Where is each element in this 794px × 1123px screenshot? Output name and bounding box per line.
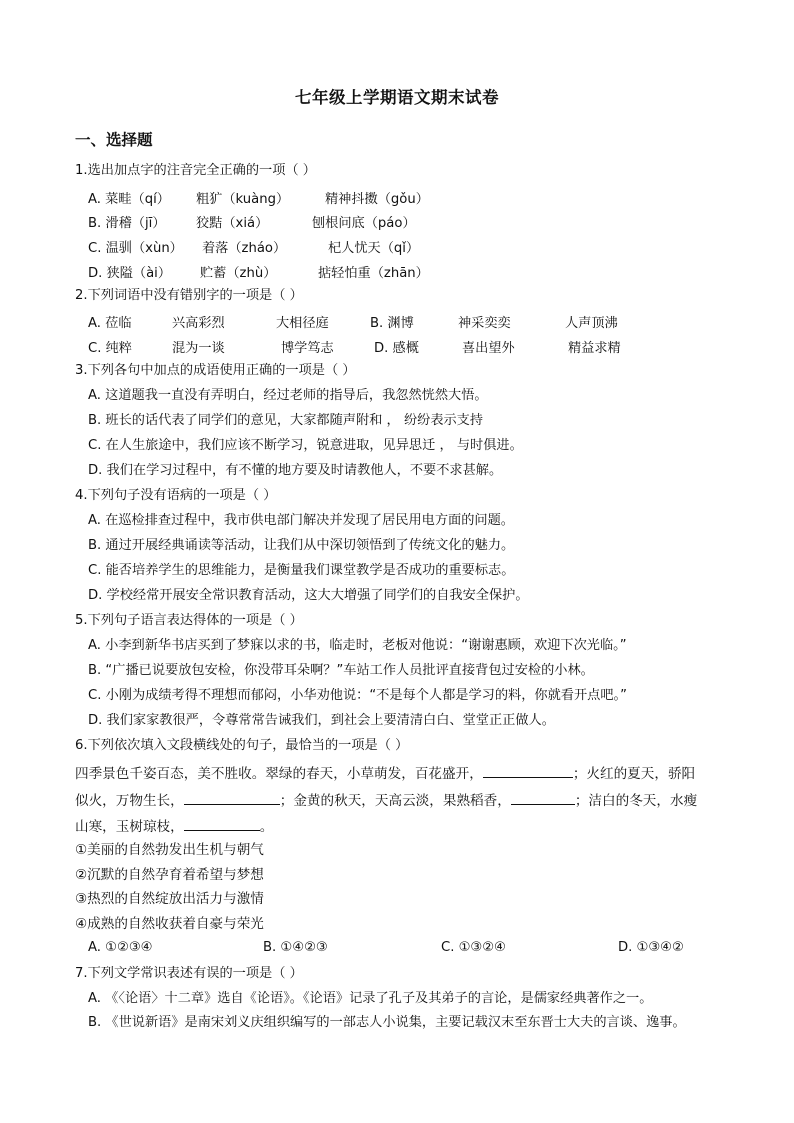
q6-item-3: ③热烈的自然绽放出活力与激情	[75, 891, 264, 907]
q2-cell-7: C. 纯粹	[88, 341, 132, 356]
question-5-stem: 5.下列句子语言表达得体的一项是（ ）	[75, 613, 303, 628]
fill-blank	[184, 790, 280, 805]
q1-option-a-2: 粗犷（kuàng）	[196, 192, 290, 207]
fill-blank	[184, 816, 260, 831]
q4-option-a: A. 在巡检排查过程中，我市供电部门解决并发现了居民用电方面的问题。	[88, 513, 514, 528]
q4-option-d: D. 学校经常开展安全常识教育活动，这大大增强了同学们的自我安全保护。	[88, 588, 529, 603]
q1-option-a-3: 精神抖擞（gǒu）	[325, 192, 429, 207]
q1-option-b-1: B. 滑稽（jī）	[88, 216, 166, 231]
q7-option-a: A. 《〈论语〉十二章》选自《论语》。《论语》记录了孔子及其弟子的言论，是儒家经典著作之一。	[88, 991, 653, 1006]
q6-option-a: A. ①②③④	[88, 940, 153, 955]
q5-option-b: B. “广播已说要放包安检，你没带耳朵啊？”车站工作人员批评直接背包过安检的小林。	[88, 663, 594, 678]
q2-cell-1: A. 莅临	[88, 316, 132, 331]
q2-cell-2: 兴高彩烈	[172, 316, 225, 331]
q6-passage-text: 似火，万物生长，	[75, 793, 184, 809]
q4-option-b: B. 通过开展经典诵读等活动，让我们从中深切领悟到了传统文化的魅力。	[88, 538, 515, 553]
q1-option-a-1: A. 菜畦（qí）	[88, 192, 170, 207]
section-heading: 一、选择题	[75, 131, 153, 149]
q2-cell-3: 大相径庭	[276, 316, 329, 331]
q6-option-c: C. ①③②④	[441, 940, 506, 955]
fill-blank	[511, 790, 575, 805]
q1-option-b-2: 狡黠（xiá）	[196, 216, 269, 231]
q1-option-d-1: D. 狭隘（ài）	[88, 266, 172, 281]
q7-option-b: B. 《世说新语》是南宋刘义庆组织编写的一部志人小说集，主要记载汉末至东晋士大夫的言谈、逸事。	[88, 1015, 686, 1030]
q6-passage-text: ；金黄的秋天，天高云淡，果熟稻香，	[279, 793, 511, 809]
q3-option-b: B. 班长的话代表了同学们的意见，大家都随声附和 ， 纷纷表示支持	[88, 413, 484, 428]
q2-cell-10: D. 感概	[374, 341, 419, 356]
q1-option-c-2: 着落（zháo）	[202, 241, 287, 256]
q1-option-b-3: 刨根问底（páo）	[312, 216, 416, 231]
q5-option-a: A. 小李到新华书店买到了梦寐以求的书，临走时，老板对他说：“谢谢惠顾，欢迎下次光临。”	[88, 638, 627, 653]
q2-cell-5: 神采奕奕	[458, 316, 511, 331]
q5-option-d: D. 我们家家教很严，令尊常常告诫我们，到社会上要清清白白、堂堂正正做人。	[88, 713, 555, 728]
question-7-stem: 7.下列文学常识表述有误的一项是（ ）	[75, 966, 303, 981]
q6-option-d: D. ①③④②	[618, 940, 684, 955]
q2-cell-4: B. 渊博	[370, 316, 414, 331]
q6-item-2: ②沉默的自然孕育着希望与梦想	[75, 867, 264, 883]
q1-option-c-1: C. 温驯（xùn）	[88, 241, 183, 256]
q6-item-1: ①美丽的自然勃发出生机与朝气	[75, 842, 264, 858]
q6-passage-line-2	[75, 790, 697, 810]
q2-cell-11: 喜出望外	[462, 341, 515, 356]
q2-cell-9: 博学笃志	[281, 341, 334, 356]
q4-option-c: C. 能否培养学生的思维能力，是衡量我们课堂教学是否成功的重要标志。	[88, 563, 515, 578]
q6-passage-text: ；洁白的冬天，水瘦	[574, 793, 698, 809]
q6-option-b: B. ①④②③	[263, 940, 328, 955]
q6-passage-line-3	[75, 816, 273, 836]
question-4-stem: 4.下列句子没有语病的一项是（ ）	[75, 488, 277, 503]
q1-option-d-3: 掂轻怕重（zhān）	[318, 266, 429, 281]
q6-passage-text: 四季景色千姿百态，美不胜收。翠绿的春天，小草萌发，百花盛开，	[75, 766, 483, 782]
question-3-stem: 3.下列各句中加点的成语使用正确的一项是（ ）	[75, 363, 356, 378]
q6-passage-text: ；火红的夏天，骄阳	[572, 766, 696, 782]
q2-cell-6: 人声顶沸	[565, 316, 618, 331]
q5-option-c: C. 小刚为成绩考得不理想而郁闷，小华劝他说：“不是每个人都是学习的料，你就看开点吧。”	[88, 688, 627, 703]
q3-option-a: A. 这道题我一直没有弄明白，经过老师的指导后，我忽然恍然大悟。	[88, 388, 488, 403]
q6-passage-text: 山寒，玉树琼枝，	[75, 819, 184, 835]
question-1-stem: 1.选出加点字的注音完全正确的一项（ ）	[75, 163, 316, 178]
q3-option-d: D. 我们在学习过程中，有不懂的地方要及时请教他人，不要不求甚解。	[88, 463, 503, 478]
q2-cell-12: 精益求精	[568, 341, 621, 356]
fill-blank	[483, 763, 573, 778]
q1-option-d-2: 贮蓄（zhù）	[200, 266, 277, 281]
q6-item-4: ④成熟的自然收获着自豪与荣光	[75, 916, 264, 932]
question-6-stem: 6.下列依次填入文段横线处的句子，最恰当的一项是（ ）	[75, 738, 409, 753]
exam-title: 七年级上学期语文期末试卷	[295, 88, 499, 107]
q6-passage-line-1	[75, 763, 695, 783]
q6-passage-text: 。	[259, 819, 274, 835]
q2-cell-8: 混为一谈	[172, 341, 225, 356]
question-2-stem: 2.下列词语中没有错别字的一项是（ ）	[75, 288, 303, 303]
q3-option-c: C. 在人生旅途中，我们应该不断学习，锐意进取，见异思迁 ， 与时俱进。	[88, 438, 523, 453]
q1-option-c-3: 杞人忧天（qǐ）	[328, 241, 420, 256]
